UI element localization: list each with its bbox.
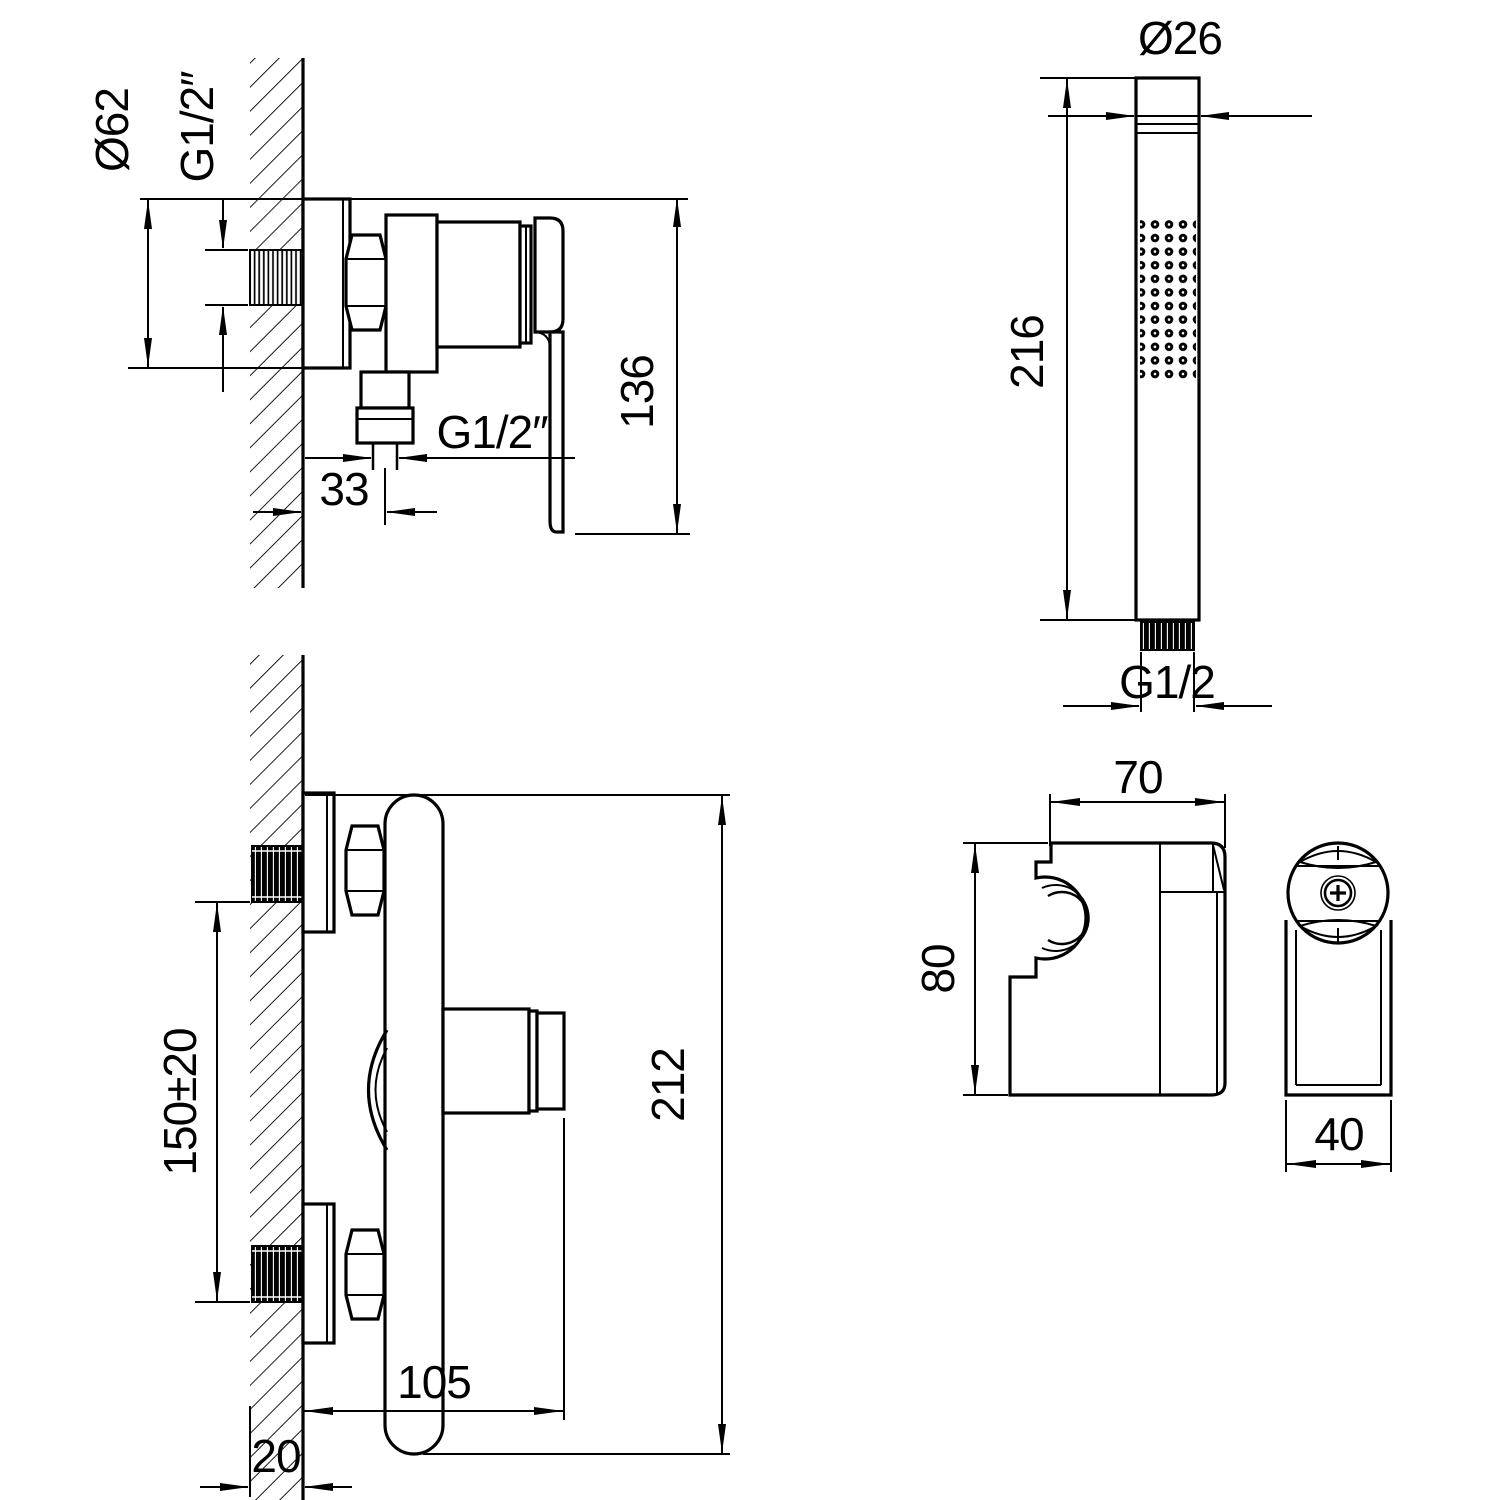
- dim-label-total-length: 216: [1001, 315, 1053, 389]
- dim-label-bracket-width: 40: [1314, 1108, 1364, 1160]
- dim-label-bracket-height: 80: [912, 944, 964, 994]
- upper-inlet-thread: [252, 846, 303, 902]
- connection-thread: [1141, 622, 1194, 650]
- dim-label-flange-diameter: Ø62: [86, 88, 138, 172]
- bracket-front-view: [1286, 843, 1391, 1095]
- lower-hex-nut: [346, 1230, 384, 1319]
- dim-label-outlet-thread: G1/2″: [436, 406, 548, 458]
- valve-rear-block: [386, 215, 437, 372]
- wall-hatch: [250, 655, 303, 1500]
- hex-nut: [346, 235, 386, 330]
- hand-shower-view: [1001, 12, 1312, 712]
- outlet-pipe: [373, 443, 397, 470]
- handle-hub: [535, 218, 563, 332]
- dim-label-bracket-depth: 70: [1113, 751, 1163, 803]
- wall-hatch: [250, 58, 303, 588]
- dim-label-inlet-spacing: 150±20: [154, 1028, 206, 1176]
- upper-hex-nut: [346, 826, 384, 915]
- dim-label-wall-to-outlet: 33: [319, 463, 369, 515]
- mixer-side-view: [86, 58, 690, 588]
- lower-plate: [303, 1204, 334, 1343]
- dim-label-spout-reach: 105: [397, 1356, 471, 1408]
- bracket-outline: [1010, 843, 1225, 1095]
- valve-body: [437, 222, 520, 347]
- dim-label-head-diameter: Ø26: [1138, 12, 1222, 64]
- spout-body: [443, 1009, 529, 1113]
- mixer-front-view: [154, 655, 730, 1500]
- spray-face-dots: [1140, 218, 1196, 381]
- outlet-neck: [361, 372, 409, 408]
- dim-label-inlet-thread: G1/2″: [171, 71, 223, 183]
- bracket-side-view: [1010, 843, 1225, 1095]
- inlet-thread-section: [250, 250, 303, 305]
- hook-inner-arc: [1048, 892, 1088, 944]
- spout-cap: [537, 1013, 564, 1109]
- dim-label-body-height: 136: [611, 355, 663, 429]
- outlet-nut: [357, 408, 413, 443]
- dim-label-overall-height: 212: [642, 1048, 694, 1122]
- dim-label-wall-thickness: 20: [251, 1430, 301, 1482]
- upper-plate: [303, 793, 334, 932]
- lower-inlet-thread: [252, 1246, 303, 1302]
- bracket-front-body-sides: [1286, 920, 1391, 1095]
- handle-lever: [550, 332, 563, 532]
- bracket-front-inner: [1296, 930, 1381, 1085]
- dim-label-connection-thread: G1/2: [1119, 656, 1215, 708]
- handle-fillet: [535, 332, 550, 347]
